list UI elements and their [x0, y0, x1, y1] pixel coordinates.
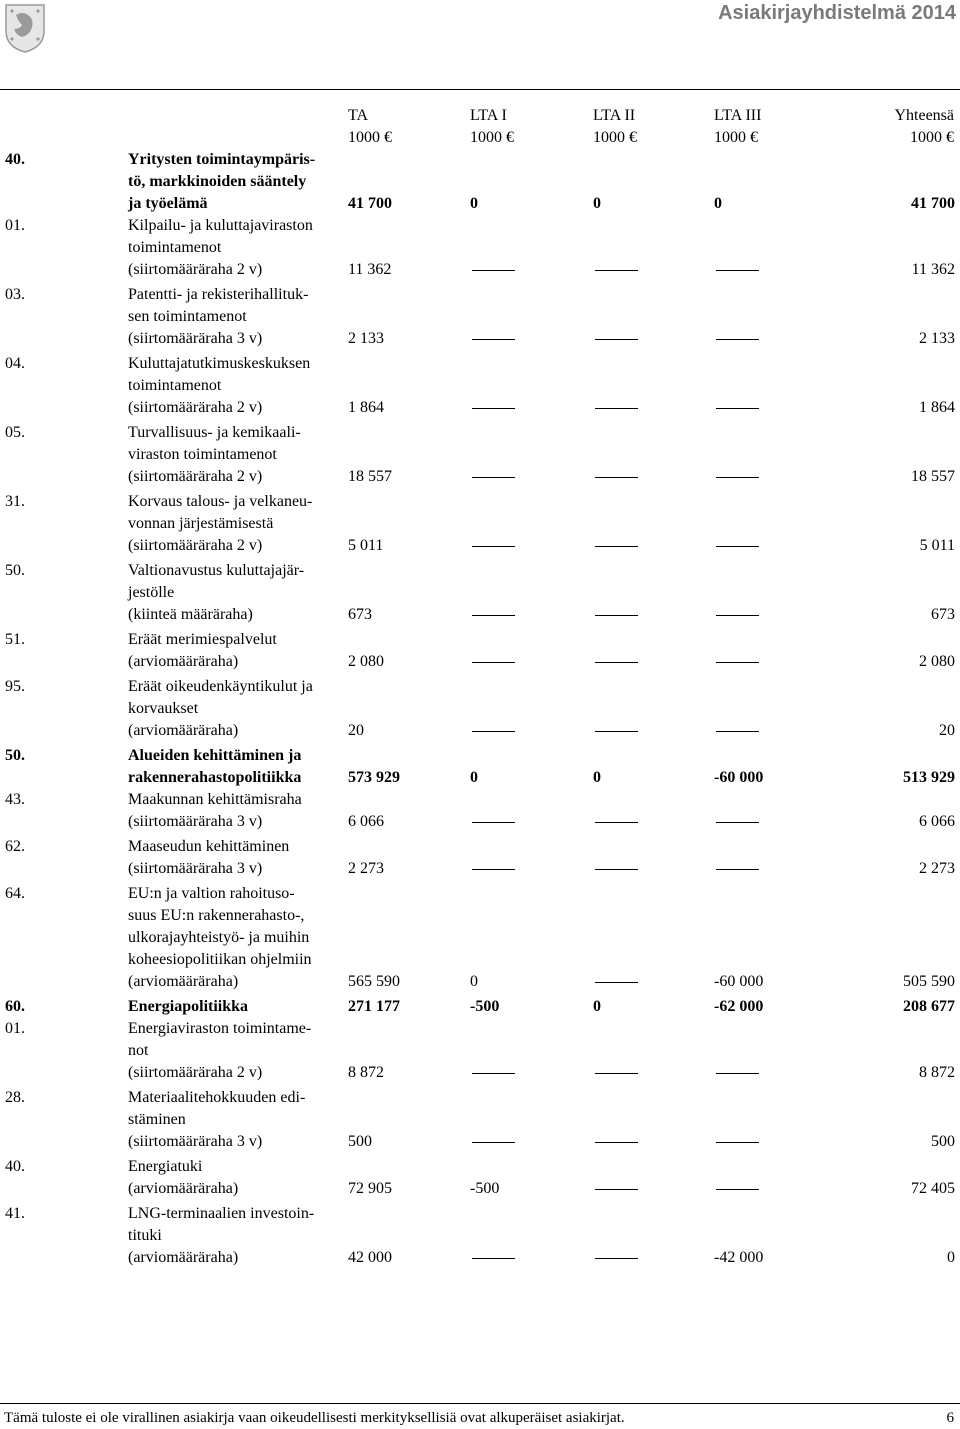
row-number: 40.: [5, 151, 25, 168]
cell-yh: 505 590: [903, 973, 955, 990]
cell-ta: 573 929: [348, 769, 400, 786]
empty-dash: [716, 615, 759, 616]
cell-l2: [593, 676, 714, 745]
table-row-main-class: [5, 745, 955, 789]
description-line: (arviomääräraha): [128, 653, 239, 670]
description-line: (siirtomääräraha 3 v): [128, 1133, 263, 1150]
cell-l2: 0: [593, 998, 601, 1015]
description-line: (arviomääräraha): [128, 1249, 239, 1266]
row-number: 50.: [5, 562, 25, 579]
row-description: [128, 676, 348, 745]
description-line: Kuluttajatutkimuskeskuksen: [128, 355, 311, 372]
cell-ta: 271 177: [348, 998, 400, 1015]
empty-dash: [595, 1142, 638, 1143]
row-number: 03.: [5, 286, 25, 303]
column-header-ta: [348, 105, 392, 149]
empty-dash: [472, 662, 515, 663]
description-line: Energiatuki: [128, 1158, 203, 1175]
description-line: sen toimintamenot: [128, 308, 247, 325]
description-line: (siirtomääräraha 2 v): [128, 261, 263, 278]
description-line: (siirtomääräraha 2 v): [128, 1064, 263, 1081]
cell-l3: [714, 676, 832, 745]
description-line: (arviomääräraha): [128, 1180, 239, 1197]
cell-l1: [470, 1203, 593, 1272]
cell-l2: [593, 1087, 714, 1156]
cell-yh: 2 273: [919, 860, 955, 877]
cell-l3: [714, 836, 832, 883]
cell-l1: [470, 491, 593, 560]
table-row-item: [5, 560, 955, 629]
empty-dash: [472, 731, 515, 732]
description-line: ja työelämä: [128, 195, 208, 212]
description-line: koheesiopolitiikan ohjelmiin: [128, 951, 312, 968]
cell-l2: [593, 836, 714, 883]
empty-dash: [472, 339, 515, 340]
cell-l2: [593, 629, 714, 676]
description-line: toimintamenot: [128, 377, 222, 394]
column-label: LTA III: [714, 107, 762, 124]
column-header-lta-ii: [593, 105, 637, 149]
description-line: Patentti- ja rekisterihallituk-: [128, 286, 309, 303]
cell-ta: 1 864: [348, 399, 384, 416]
header-divider: [0, 89, 960, 90]
column-header-lta-iii: [714, 105, 761, 149]
empty-dash: [595, 822, 638, 823]
table-row-item: [5, 883, 955, 996]
empty-dash: [595, 662, 638, 663]
empty-dash: [716, 731, 759, 732]
row-description: [128, 1087, 348, 1156]
description-line: vonnan järjestämisestä: [128, 515, 274, 532]
empty-dash: [472, 1073, 515, 1074]
column-unit: 1000 €: [714, 129, 758, 146]
cell-l1: [470, 629, 593, 676]
row-number: 41.: [5, 1205, 25, 1222]
cell-yh: 5 011: [919, 537, 955, 554]
cell-l1: [470, 215, 593, 284]
cell-l1: 0: [470, 769, 478, 786]
cell-yh: 2 133: [919, 330, 955, 347]
cell-l2: [593, 491, 714, 560]
table-row-item: [5, 215, 955, 284]
cell-l2: [593, 1203, 714, 1272]
description-line: EU:n ja valtion rahoituso-: [128, 885, 295, 902]
cell-l1: -500: [470, 998, 500, 1015]
cell-l3: [714, 215, 832, 284]
cell-l3: -62 000: [714, 998, 764, 1015]
table-row-item: [5, 422, 955, 491]
description-line: korvaukset: [128, 700, 199, 717]
empty-dash: [716, 662, 759, 663]
description-line: (siirtomääräraha 2 v): [128, 468, 263, 485]
cell-ta: 11 362: [348, 261, 392, 278]
cell-ta: 6 066: [348, 813, 384, 830]
description-line: suus EU:n rakennerahasto-,: [128, 907, 305, 924]
cell-yh: 8 872: [919, 1064, 955, 1081]
cell-l3: [714, 353, 832, 422]
column-unit: 1000 €: [470, 129, 514, 146]
row-number: 31.: [5, 493, 25, 510]
empty-dash: [595, 270, 638, 271]
empty-dash: [716, 1073, 759, 1074]
cell-yh: 0: [947, 1249, 955, 1266]
empty-dash: [472, 270, 515, 271]
table-row-item: [5, 1203, 955, 1272]
cell-yh: 11 362: [911, 261, 955, 278]
column-label: LTA I: [470, 107, 507, 124]
table-row-item: [5, 1156, 955, 1203]
row-description: [128, 284, 348, 353]
empty-dash: [716, 477, 759, 478]
empty-dash: [595, 477, 638, 478]
cell-yh: 673: [931, 606, 955, 623]
column-header-yhteensa: [894, 105, 954, 149]
column-label: Yhteensä: [894, 107, 954, 124]
cell-ta: 565 590: [348, 973, 400, 990]
description-line: Valtionavustus kuluttajajär-: [128, 562, 305, 579]
cell-l3: -42 000: [714, 1249, 764, 1266]
description-line: Turvallisuus- ja kemikaali-: [128, 424, 301, 441]
cell-ta: 2 133: [348, 330, 384, 347]
cell-yh: 20: [939, 722, 955, 739]
empty-dash: [595, 546, 638, 547]
empty-dash: [472, 1258, 515, 1259]
table-row-item: [5, 1087, 955, 1156]
cell-ta: 2 080: [348, 653, 384, 670]
description-line: (siirtomääräraha 3 v): [128, 330, 263, 347]
description-line: Alueiden kehittäminen ja: [128, 747, 302, 764]
description-line: not: [128, 1042, 149, 1059]
cell-yh: 208 677: [903, 998, 955, 1015]
table-row-item: [5, 836, 955, 883]
cell-ta: 72 905: [348, 1180, 392, 1197]
row-number: 50.: [5, 747, 25, 764]
cell-yh: 6 066: [919, 813, 955, 830]
description-line: (kiinteä määräraha): [128, 606, 253, 623]
cell-l2: [593, 284, 714, 353]
cell-l3: 0: [714, 195, 722, 212]
row-number: 64.: [5, 885, 25, 902]
description-line: rakennerahastopolitiikka: [128, 769, 302, 786]
empty-dash: [716, 1189, 759, 1190]
description-line: Energiaviraston toimintame-: [128, 1020, 312, 1037]
description-line: LNG-terminaalien investoin-: [128, 1205, 315, 1222]
row-number: 01.: [5, 1020, 25, 1037]
row-number: 28.: [5, 1089, 25, 1106]
table-row-item: [5, 284, 955, 353]
cell-yh: 18 557: [911, 468, 955, 485]
footer-disclaimer: Tämä tuloste ei ole virallinen asiakirja vaan oikeudellisesti merkityksellisiä ovat alkuperäiset asiakirjat.: [4, 1410, 625, 1426]
row-description: [128, 422, 348, 491]
cell-l1: 0: [470, 973, 478, 990]
cell-ta: 42 000: [348, 1249, 392, 1266]
column-header-lta-i: [470, 105, 514, 149]
cell-yh: 513 929: [903, 769, 955, 786]
empty-dash: [472, 1142, 515, 1143]
cell-l3: -60 000: [714, 769, 764, 786]
table-row-item: [5, 629, 955, 676]
empty-dash: [595, 1258, 638, 1259]
table-row-main-class: [5, 149, 955, 215]
cell-l3: [714, 284, 832, 353]
cell-yh: 500: [931, 1133, 955, 1150]
description-line: Eräät merimiespalvelut: [128, 631, 277, 648]
cell-l2: [593, 789, 714, 836]
cell-l2: [593, 883, 714, 996]
cell-ta: 5 011: [348, 537, 384, 554]
description-line: (arviomääräraha): [128, 722, 239, 739]
row-description: [128, 1156, 348, 1203]
empty-dash: [472, 869, 515, 870]
document-title: Asiakirjayhdistelmä 2014: [718, 2, 956, 24]
cell-l1: [470, 353, 593, 422]
cell-l1: [470, 422, 593, 491]
description-line: Kilpailu- ja kuluttajaviraston: [128, 217, 313, 234]
page-number: 6: [946, 1410, 954, 1426]
row-description: [128, 789, 348, 836]
description-line: Maaseudun kehittäminen: [128, 838, 290, 855]
cell-ta: 500: [348, 1133, 372, 1150]
empty-dash: [472, 615, 515, 616]
table-row-item: [5, 353, 955, 422]
row-description: [128, 745, 348, 789]
table-row-item: [5, 491, 955, 560]
cell-l3: [714, 1156, 832, 1203]
empty-dash: [472, 546, 515, 547]
cell-l3: [714, 560, 832, 629]
empty-dash: [716, 822, 759, 823]
description-line: Materiaalitehokkuuden edi-: [128, 1089, 306, 1106]
coat-of-arms-logo: [2, 1, 48, 53]
cell-l3: [714, 789, 832, 836]
empty-dash: [595, 1189, 638, 1190]
column-label: LTA II: [593, 107, 636, 124]
cell-yh: 41 700: [911, 195, 955, 212]
empty-dash: [716, 546, 759, 547]
column-unit: 1000 €: [348, 129, 392, 146]
cell-ta: 673: [348, 606, 372, 623]
row-number: 95.: [5, 678, 25, 695]
cell-l1: -500: [470, 1180, 500, 1197]
description-line: jestölle: [128, 584, 175, 601]
row-description: [128, 215, 348, 284]
footer-divider: [0, 1403, 960, 1404]
description-line: ulkorajayhteistyö- ja muihin: [128, 929, 310, 946]
cell-l2: [593, 1156, 714, 1203]
row-description: [128, 1018, 348, 1087]
description-line: Eräät oikeudenkäyntikulut ja: [128, 678, 313, 695]
cell-ta: 41 700: [348, 195, 392, 212]
description-line: (siirtomääräraha 3 v): [128, 813, 263, 830]
row-number: 51.: [5, 631, 25, 648]
row-number: 05.: [5, 424, 25, 441]
cell-l1: [470, 836, 593, 883]
empty-dash: [472, 408, 515, 409]
cell-l3: [714, 491, 832, 560]
row-number: 40.: [5, 1158, 25, 1175]
table-row-main-class: [5, 996, 955, 1018]
row-number: 60.: [5, 998, 25, 1015]
cell-l2: 0: [593, 195, 601, 212]
cell-l1: [470, 560, 593, 629]
empty-dash: [595, 869, 638, 870]
empty-dash: [595, 615, 638, 616]
cell-l3: [714, 629, 832, 676]
description-line: stäminen: [128, 1111, 186, 1128]
row-description: [128, 836, 348, 883]
cell-l2: [593, 422, 714, 491]
row-number: 01.: [5, 217, 25, 234]
empty-dash: [595, 731, 638, 732]
budget-table: [5, 149, 955, 1272]
cell-l1: [470, 789, 593, 836]
row-number: 62.: [5, 838, 25, 855]
cell-l2: [593, 1018, 714, 1087]
description-line: tituki: [128, 1227, 162, 1244]
cell-l1: [470, 284, 593, 353]
cell-ta: 20: [348, 722, 364, 739]
description-line: Energiapolitiikka: [128, 998, 249, 1015]
empty-dash: [472, 477, 515, 478]
row-description: [128, 996, 348, 1018]
row-description: [128, 629, 348, 676]
cell-l2: [593, 560, 714, 629]
cell-l1: 0: [470, 195, 478, 212]
cell-l3: [714, 1018, 832, 1087]
cell-l2: [593, 215, 714, 284]
cell-l3: [714, 1087, 832, 1156]
description-line: Korvaus talous- ja velkaneu-: [128, 493, 313, 510]
cell-l2: 0: [593, 769, 601, 786]
column-label: TA: [348, 107, 369, 124]
row-number: 04.: [5, 355, 25, 372]
empty-dash: [595, 1073, 638, 1074]
row-description: [128, 491, 348, 560]
row-number: 43.: [5, 791, 25, 808]
empty-dash: [716, 408, 759, 409]
cell-yh: 2 080: [919, 653, 955, 670]
row-description: [128, 1203, 348, 1272]
cell-ta: 8 872: [348, 1064, 384, 1081]
empty-dash: [716, 339, 759, 340]
empty-dash: [716, 270, 759, 271]
empty-dash: [716, 1142, 759, 1143]
cell-yh: 72 405: [911, 1180, 955, 1197]
cell-l3: [714, 422, 832, 491]
description-line: Yritysten toimintaympäris-: [128, 151, 316, 168]
table-row-item: [5, 1018, 955, 1087]
row-description: [128, 883, 348, 996]
column-unit: 1000 €: [593, 129, 637, 146]
description-line: Maakunnan kehittämisraha: [128, 791, 302, 808]
cell-l3: -60 000: [714, 973, 764, 990]
cell-yh: 1 864: [919, 399, 955, 416]
table-row-item: [5, 789, 955, 836]
row-description: [128, 353, 348, 422]
description-line: (siirtomääräraha 2 v): [128, 399, 263, 416]
empty-dash: [472, 822, 515, 823]
cell-l1: [470, 1087, 593, 1156]
row-description: [128, 149, 348, 215]
cell-l1: [470, 676, 593, 745]
cell-l1: [470, 1018, 593, 1087]
empty-dash: [595, 408, 638, 409]
description-line: (siirtomääräraha 3 v): [128, 860, 263, 877]
row-description: [128, 560, 348, 629]
table-row-item: [5, 676, 955, 745]
empty-dash: [716, 869, 759, 870]
cell-ta: 2 273: [348, 860, 384, 877]
empty-dash: [595, 339, 638, 340]
description-line: tö, markkinoiden sääntely: [128, 173, 307, 190]
description-line: (arviomääräraha): [128, 973, 239, 990]
description-line: (siirtomääräraha 2 v): [128, 537, 263, 554]
empty-dash: [595, 982, 638, 983]
description-line: viraston toimintamenot: [128, 446, 277, 463]
description-line: toimintamenot: [128, 239, 222, 256]
cell-ta: 18 557: [348, 468, 392, 485]
cell-l2: [593, 353, 714, 422]
column-unit: 1000 €: [910, 129, 954, 146]
